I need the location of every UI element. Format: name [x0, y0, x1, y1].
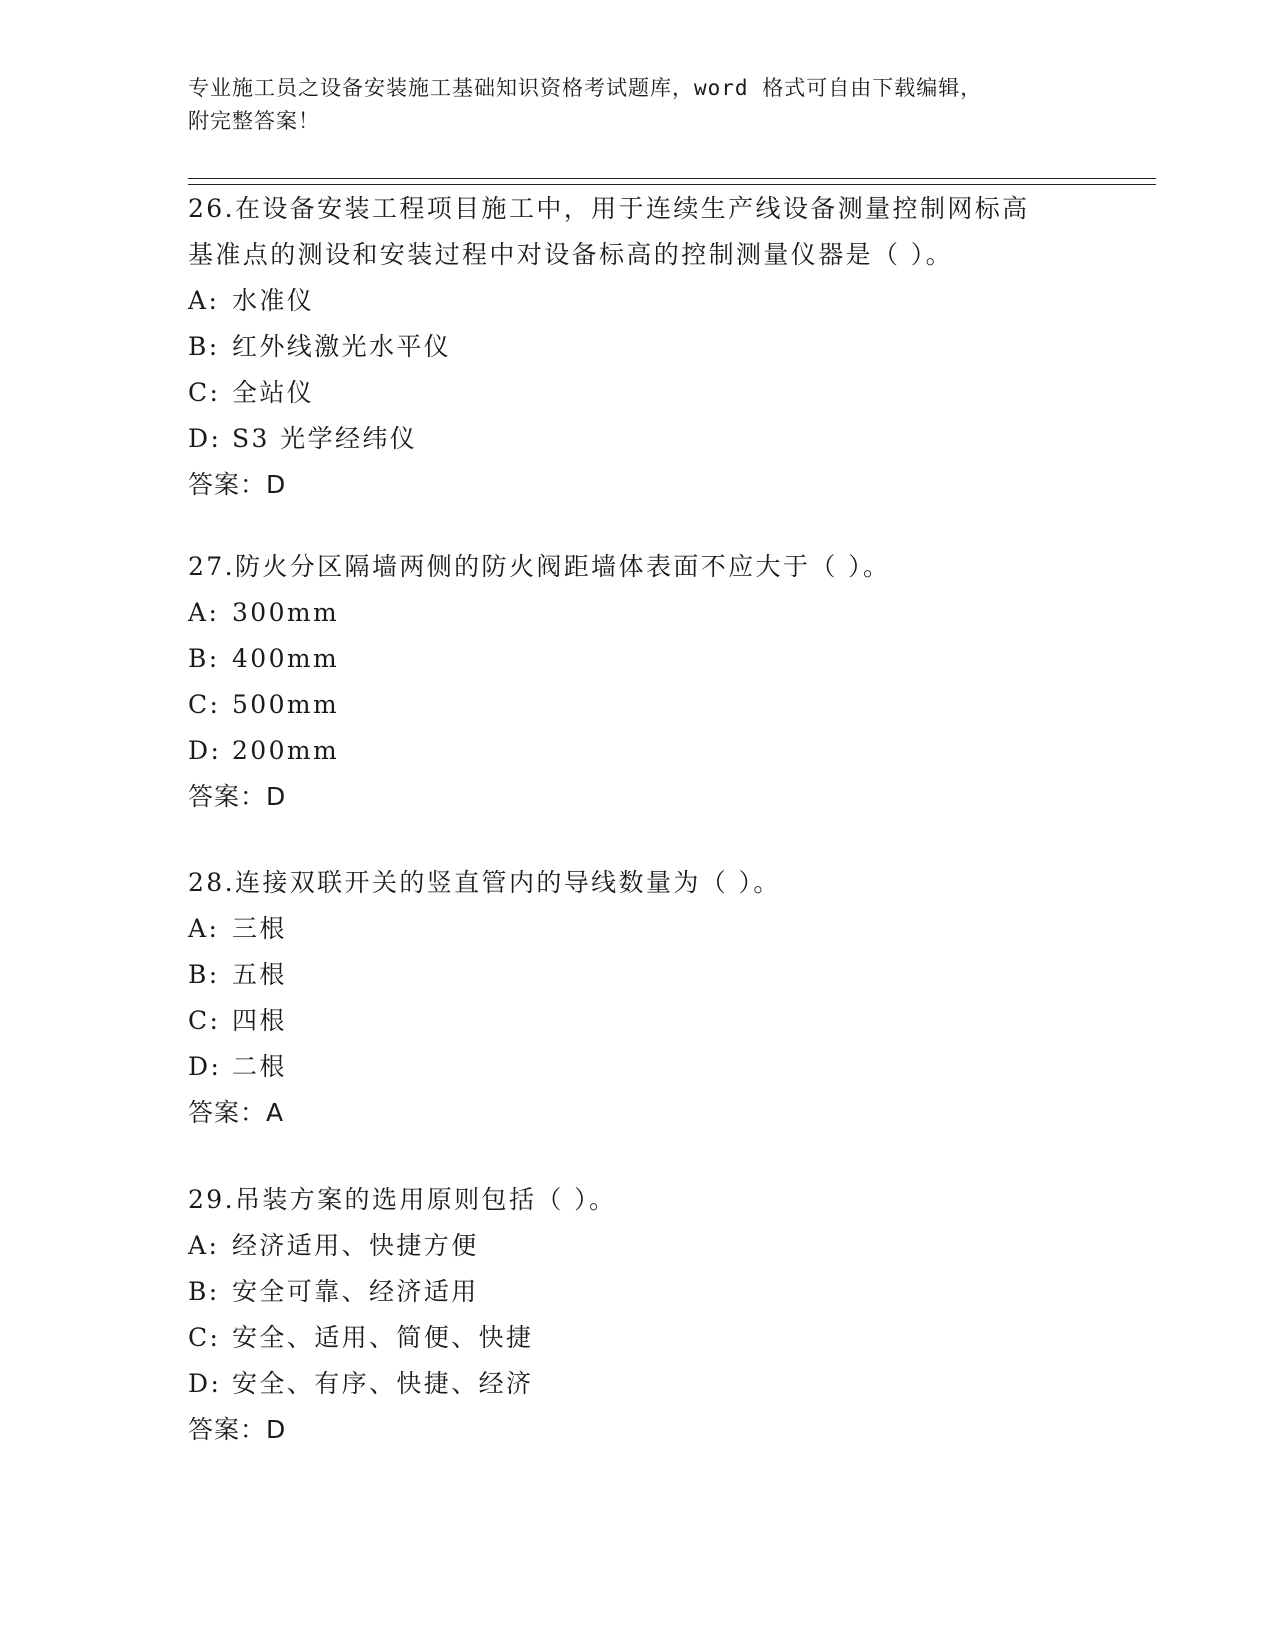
header-line-1: 专业施工员之设备安装施工基础知识资格考试题库，word 格式可自由下载编辑， — [188, 76, 983, 100]
option-letter: D: — [188, 736, 222, 765]
option-text: 安全、适用、简便、快捷 — [232, 1323, 534, 1352]
option-letter: A: — [188, 914, 220, 943]
option-letter: D: — [188, 1052, 222, 1081]
option-b — [188, 636, 1088, 682]
option-b — [188, 1269, 1088, 1315]
option-text: 安全、有序、快捷、经济 — [232, 1369, 534, 1398]
option-text: 红外线激光水平仪 — [232, 332, 452, 361]
option-letter: B: — [188, 960, 220, 989]
option-text: 三根 — [232, 914, 287, 943]
option-letter: A: — [188, 286, 220, 315]
option-d — [188, 1044, 1088, 1090]
option-text: 全站仪 — [232, 378, 315, 407]
option-letter: C: — [188, 1323, 221, 1352]
question-stem: 29.吊装方案的选用原则包括（ ）。 — [188, 1185, 617, 1214]
answer-line: 答案：D — [188, 470, 287, 499]
option-c — [188, 370, 1088, 416]
question-26 — [188, 186, 1088, 508]
option-text: 200mm — [232, 736, 340, 765]
option-text: 水准仪 — [232, 286, 315, 315]
answer-line: 答案：D — [188, 1415, 287, 1444]
option-text: 经济适用、快捷方便 — [232, 1231, 479, 1260]
option-c — [188, 682, 1088, 728]
option-d — [188, 416, 1088, 462]
question-stem: 26.在设备安装工程项目施工中，用于连续生产线设备测量控制网标高 — [188, 194, 1030, 223]
question-28 — [188, 860, 1088, 1136]
option-letter: A: — [188, 1231, 220, 1260]
option-letter: C: — [188, 1006, 221, 1035]
document-header — [188, 72, 1088, 138]
option-a — [188, 1223, 1088, 1269]
option-letter: B: — [188, 644, 220, 673]
option-text: S3 光学经纬仪 — [232, 424, 418, 453]
header-line-2: 附完整答案！ — [188, 109, 320, 133]
option-text: 安全可靠、经济适用 — [232, 1277, 479, 1306]
header-divider-top — [188, 178, 1156, 179]
option-letter: C: — [188, 378, 221, 407]
answer-line: 答案：A — [188, 1098, 285, 1127]
question-27 — [188, 544, 1088, 820]
question-stem: 28.连接双联开关的竖直管内的导线数量为（ ）。 — [188, 868, 781, 897]
option-a — [188, 590, 1088, 636]
option-d — [188, 728, 1088, 774]
option-text: 二根 — [232, 1052, 287, 1081]
question-stem-continued: 基准点的测设和安装过程中对设备标高的控制测量仪器是（ ）。 — [188, 240, 954, 269]
option-text: 300mm — [232, 598, 340, 627]
option-d — [188, 1361, 1088, 1407]
answer-line: 答案：D — [188, 782, 287, 811]
option-b — [188, 952, 1088, 998]
option-text: 四根 — [232, 1006, 287, 1035]
option-letter: A: — [188, 598, 220, 627]
header-divider-bottom — [188, 184, 1156, 185]
option-c — [188, 1315, 1088, 1361]
option-text: 500mm — [232, 690, 340, 719]
option-letter: B: — [188, 1277, 220, 1306]
option-letter: B: — [188, 332, 220, 361]
option-text: 五根 — [232, 960, 287, 989]
question-stem: 27.防火分区隔墙两侧的防火阀距墙体表面不应大于（ ）。 — [188, 552, 891, 581]
option-letter: D: — [188, 424, 222, 453]
option-letter: C: — [188, 690, 221, 719]
option-c — [188, 998, 1088, 1044]
option-b — [188, 324, 1088, 370]
question-29 — [188, 1177, 1088, 1453]
option-text: 400mm — [232, 644, 340, 673]
option-a — [188, 278, 1088, 324]
option-a — [188, 906, 1088, 952]
option-letter: D: — [188, 1369, 222, 1398]
